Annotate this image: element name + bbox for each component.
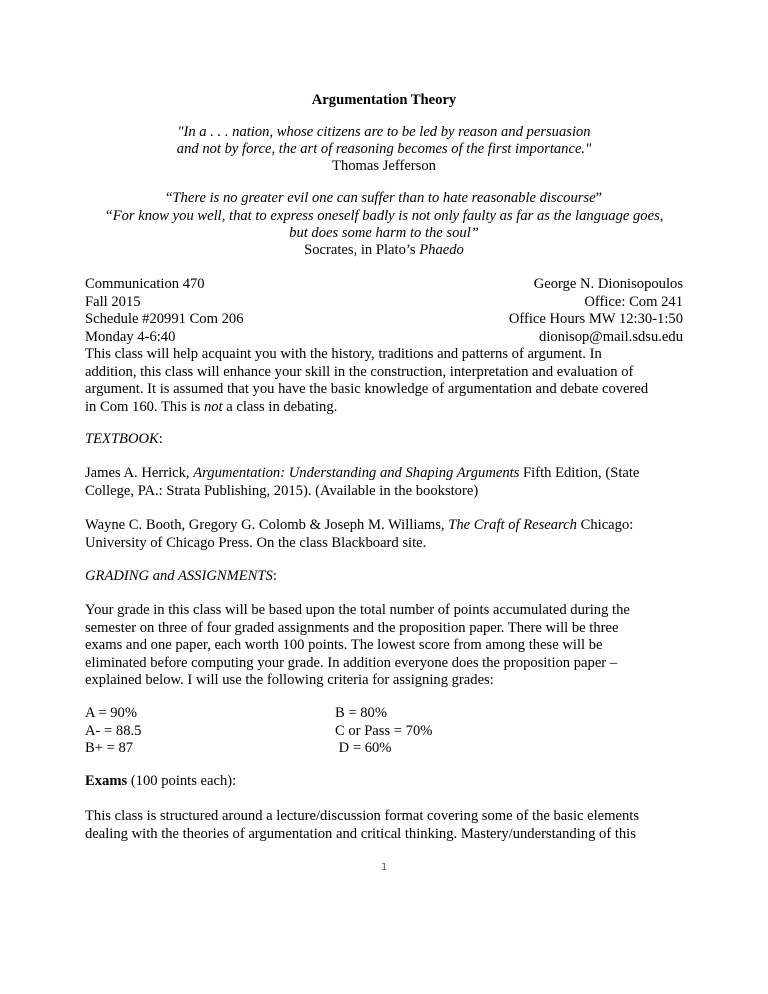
grade-scale-item: C or Pass = 70% [335,722,433,739]
intro-paragraph [85,346,685,416]
grading-line: explained below. I will use the following criteria for assigning grades: [85,672,494,688]
phaedo-title: Phaedo [419,242,464,258]
course-schedule: Schedule #20991 Com 206 [85,311,244,327]
book-line: College, PA.: Strata Publishing, 2015). (Available in the bookstore) [85,482,479,499]
course-details [85,276,244,346]
jefferson-quote-line-1: "In a . . . nation, whose citizens are to be led by reason and persuasion [177,124,591,140]
jefferson-attribution: Thomas Jefferson [332,158,436,174]
intro-line: This class will help acquaint you with the history, traditions and patterns of argument. In [85,346,602,362]
grading-heading-text: GRADING and ASSIGNMENTS [85,568,273,584]
book-details: Chicago: [576,517,634,533]
course-time: Monday 4-6:40 [85,328,176,345]
exams-heading-rest: (100 points each): [127,773,237,789]
book-title: Argumentation: Understanding and Shaping Arguments [193,465,520,481]
intro-emphasis: not [203,398,223,415]
instructor-office-hours: Office Hours MW 12:30-1:50 [508,311,683,327]
exams-line: dealing with the theories of argumentation and critical thinking. Mastery/understanding of this [85,825,636,842]
exams-heading [85,773,236,790]
socrates-quote-2-line-2: but does some harm to the soul” [289,225,479,241]
socrates-attribution-prefix: Socrates, in Plato’s [304,242,420,258]
textbook-entry-booth [85,517,685,552]
grading-line: exams and one paper, each worth 100 points. The lowest score from among these will be [85,637,603,653]
socrates-attribution [0,242,768,259]
intro-line [85,399,685,417]
socrates-quote-1 [0,190,768,207]
textbook-entry-herrick [85,465,685,500]
course-number: Communication 470 [85,276,205,292]
intro-line: addition, this class will enhance your skill in the construction, interpretation and evaluation of [85,363,634,380]
document-title: Argumentation Theory [311,92,457,108]
book-title: The Craft of Research [448,517,577,533]
exams-paragraph [85,808,685,843]
socrates-quote-1-text: There is no greater evil one can suffer than to hate reasonable discourse [172,190,596,206]
grading-line: Your grade in this class will be based upon the total number of points accumulated during the [85,602,630,618]
socrates-quote-2-line-1: “For know you well, that to express oneself badly is not only faulty as far as the language goes, [104,208,664,224]
book-line [85,517,685,535]
close-quote-mark: ” [595,190,603,206]
grade-scale-item: A = 90% [85,705,138,721]
heading-colon: : [272,568,277,584]
grading-line: semester on three of four graded assignments and the proposition paper. There will be three [85,619,619,636]
jefferson-quote [0,124,768,158]
instructor-email[interactable]: dionisop@mail.sdsu.edu [539,328,683,345]
grade-scale-item: B+ = 87 [85,740,134,756]
jefferson-quote-line-2: and not by force, the art of reasoning becomes of the first importance." [176,141,592,157]
intro-text: a class in debating. [222,398,338,415]
intro-text: in Com 160. This is [85,398,204,415]
grade-scale-right [335,705,432,758]
grade-scale-item: D = 60% [335,740,392,756]
instructor-office: Office: Com 241 [584,293,683,310]
open-quote-mark: “ [165,190,173,206]
intro-line: argument. It is assumed that you have the basic knowledge of argumentation and debate covered [85,381,649,397]
book-author: Wayne C. Booth, Gregory G. Colomb & Joseph M. Williams, [85,517,449,533]
grading-heading [85,568,685,586]
textbook-heading-text: TEXTBOOK [85,431,159,447]
grade-scale-item: A- = 88.5 [85,722,142,739]
grade-scale-left [85,705,141,758]
heading-colon: : [158,431,163,447]
book-author: James A. Herrick, [85,465,194,481]
exams-heading-bold: Exams [85,773,128,789]
textbook-heading [85,431,685,449]
grading-line: eliminated before computing your grade. In addition everyone does the proposition paper – [85,654,618,671]
instructor-name: George N. Dionisopoulos [533,276,683,292]
page-number: 1 [380,862,388,873]
book-details: Fifth Edition, (State [519,465,640,481]
instructor-details [509,276,683,346]
grade-scale-item: B = 80% [335,705,388,721]
course-term: Fall 2015 [85,293,141,310]
grading-paragraph [85,602,685,690]
exams-line: This class is structured around a lecture/discussion format covering some of the basic elements [85,808,639,824]
book-line: University of Chicago Press. On the class Blackboard site. [85,534,427,551]
book-line [85,465,685,483]
